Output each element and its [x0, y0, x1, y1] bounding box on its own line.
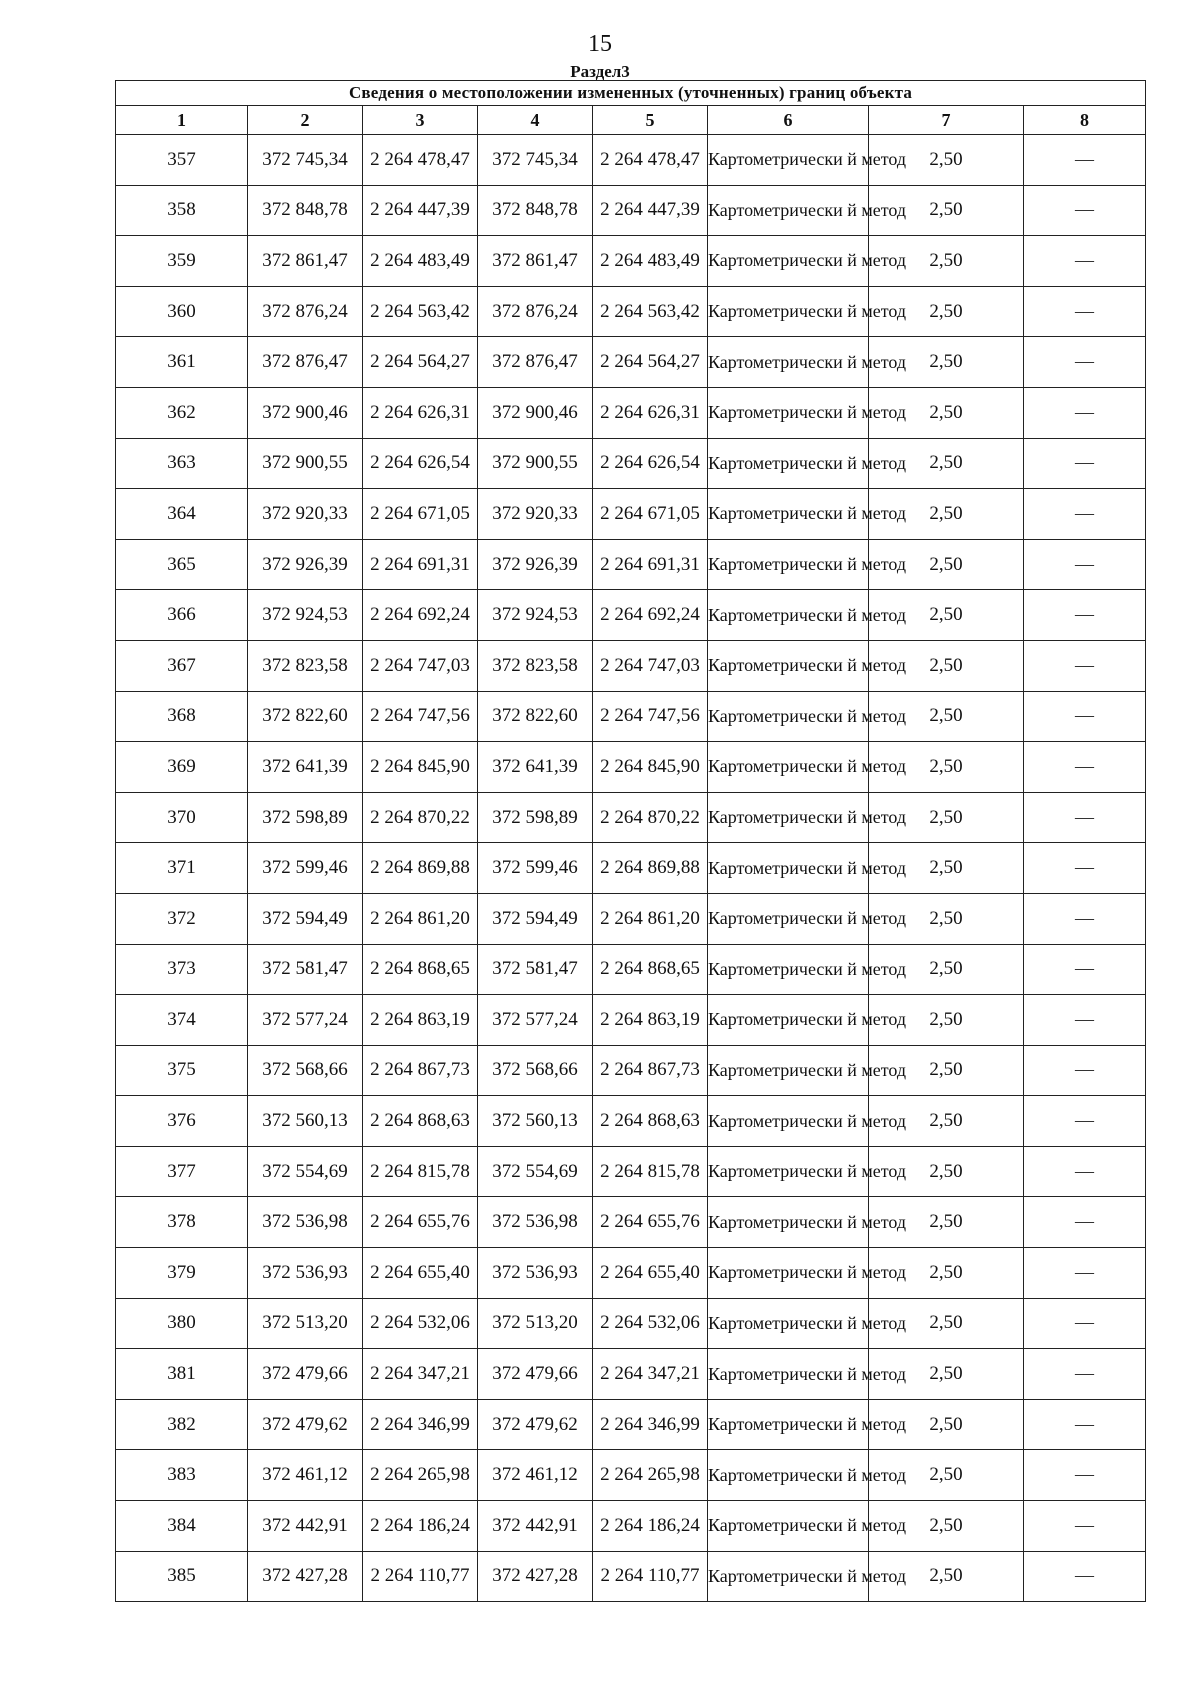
- accuracy-cell: 2,50: [869, 843, 1024, 894]
- new-x-cell: 372 599,46: [478, 843, 593, 894]
- existing-x-cell: 372 560,13: [248, 1096, 363, 1147]
- existing-x-cell: 372 599,46: [248, 843, 363, 894]
- method-cell: Картометрически й метод: [708, 590, 869, 641]
- accuracy-cell: 2,50: [869, 539, 1024, 590]
- description-cell: —: [1024, 944, 1146, 995]
- column-header: 1: [116, 106, 248, 135]
- existing-x-cell: 372 594,49: [248, 893, 363, 944]
- accuracy-cell: 2,50: [869, 944, 1024, 995]
- point-number-cell: 375: [116, 1045, 248, 1096]
- column-header: 7: [869, 106, 1024, 135]
- existing-y-cell: 2 264 564,27: [363, 337, 478, 388]
- table-row: [116, 438, 1146, 489]
- description-cell: —: [1024, 792, 1146, 843]
- table-row: [116, 1096, 1146, 1147]
- method-cell: Картометрически й метод: [708, 1197, 869, 1248]
- method-cell: Картометрически й метод: [708, 640, 869, 691]
- existing-y-cell: 2 264 532,06: [363, 1298, 478, 1349]
- accuracy-cell: 2,50: [869, 590, 1024, 641]
- point-number-cell: 372: [116, 893, 248, 944]
- new-y-cell: 2 264 868,63: [593, 1096, 708, 1147]
- description-cell: —: [1024, 337, 1146, 388]
- table-row: [116, 1399, 1146, 1450]
- description-cell: —: [1024, 1501, 1146, 1552]
- method-cell: Картометрически й метод: [708, 1146, 869, 1197]
- accuracy-cell: 2,50: [869, 286, 1024, 337]
- description-cell: —: [1024, 995, 1146, 1046]
- new-y-cell: 2 264 861,20: [593, 893, 708, 944]
- new-y-cell: 2 264 868,65: [593, 944, 708, 995]
- page-number: 15: [588, 31, 612, 57]
- accuracy-cell: 2,50: [869, 1096, 1024, 1147]
- new-x-cell: 372 536,93: [478, 1248, 593, 1299]
- existing-y-cell: 2 264 447,39: [363, 185, 478, 236]
- new-x-cell: 372 876,24: [478, 286, 593, 337]
- table-row: [116, 590, 1146, 641]
- table-row: [116, 792, 1146, 843]
- new-x-cell: 372 926,39: [478, 539, 593, 590]
- existing-x-cell: 372 536,98: [248, 1197, 363, 1248]
- new-x-cell: 372 848,78: [478, 185, 593, 236]
- column-header: 4: [478, 106, 593, 135]
- table-row: [116, 539, 1146, 590]
- point-number-cell: 373: [116, 944, 248, 995]
- description-cell: —: [1024, 1146, 1146, 1197]
- description-cell: —: [1024, 590, 1146, 641]
- table-caption: Сведения о местоположении измененных (уточненных) границ объекта: [116, 81, 1146, 106]
- method-cell: Картометрически й метод: [708, 337, 869, 388]
- new-x-cell: 372 861,47: [478, 236, 593, 287]
- existing-y-cell: 2 264 861,20: [363, 893, 478, 944]
- accuracy-cell: 2,50: [869, 1248, 1024, 1299]
- point-number-cell: 379: [116, 1248, 248, 1299]
- accuracy-cell: 2,50: [869, 1399, 1024, 1450]
- description-cell: —: [1024, 135, 1146, 186]
- existing-x-cell: 372 598,89: [248, 792, 363, 843]
- new-x-cell: 372 577,24: [478, 995, 593, 1046]
- table-row: [116, 1551, 1146, 1602]
- accuracy-cell: 2,50: [869, 995, 1024, 1046]
- section-title: Раздел3: [570, 62, 630, 81]
- description-cell: —: [1024, 1045, 1146, 1096]
- point-number-cell: 382: [116, 1399, 248, 1450]
- point-number-cell: 383: [116, 1450, 248, 1501]
- existing-x-cell: 372 554,69: [248, 1146, 363, 1197]
- accuracy-cell: 2,50: [869, 185, 1024, 236]
- method-cell: Картометрически й метод: [708, 286, 869, 337]
- method-cell: Картометрически й метод: [708, 843, 869, 894]
- point-number-cell: 357: [116, 135, 248, 186]
- point-number-cell: 358: [116, 185, 248, 236]
- existing-y-cell: 2 264 869,88: [363, 843, 478, 894]
- existing-x-cell: 372 900,46: [248, 387, 363, 438]
- description-cell: —: [1024, 1551, 1146, 1602]
- existing-x-cell: 372 745,34: [248, 135, 363, 186]
- new-y-cell: 2 264 347,21: [593, 1349, 708, 1400]
- new-x-cell: 372 461,12: [478, 1450, 593, 1501]
- accuracy-cell: 2,50: [869, 337, 1024, 388]
- accuracy-cell: 2,50: [869, 236, 1024, 287]
- new-x-cell: 372 427,28: [478, 1551, 593, 1602]
- method-cell: Картометрически й метод: [708, 1501, 869, 1552]
- existing-y-cell: 2 264 815,78: [363, 1146, 478, 1197]
- table-row: [116, 843, 1146, 894]
- new-y-cell: 2 264 655,40: [593, 1248, 708, 1299]
- table-row: [116, 691, 1146, 742]
- accuracy-cell: 2,50: [869, 893, 1024, 944]
- new-x-cell: 372 900,55: [478, 438, 593, 489]
- existing-y-cell: 2 264 747,56: [363, 691, 478, 742]
- new-y-cell: 2 264 346,99: [593, 1399, 708, 1450]
- existing-x-cell: 372 427,28: [248, 1551, 363, 1602]
- accuracy-cell: 2,50: [869, 489, 1024, 540]
- new-y-cell: 2 264 483,49: [593, 236, 708, 287]
- existing-x-cell: 372 581,47: [248, 944, 363, 995]
- existing-y-cell: 2 264 626,54: [363, 438, 478, 489]
- new-y-cell: 2 264 532,06: [593, 1298, 708, 1349]
- table-row: [116, 236, 1146, 287]
- existing-y-cell: 2 264 347,21: [363, 1349, 478, 1400]
- method-cell: Картометрически й метод: [708, 489, 869, 540]
- new-x-cell: 372 442,91: [478, 1501, 593, 1552]
- column-header: 5: [593, 106, 708, 135]
- description-cell: —: [1024, 843, 1146, 894]
- existing-x-cell: 372 876,24: [248, 286, 363, 337]
- method-cell: Картометрически й метод: [708, 1551, 869, 1602]
- new-x-cell: 372 598,89: [478, 792, 593, 843]
- new-x-cell: 372 568,66: [478, 1045, 593, 1096]
- new-y-cell: 2 264 563,42: [593, 286, 708, 337]
- existing-y-cell: 2 264 655,76: [363, 1197, 478, 1248]
- point-number-cell: 374: [116, 995, 248, 1046]
- description-cell: —: [1024, 893, 1146, 944]
- new-x-cell: 372 745,34: [478, 135, 593, 186]
- existing-y-cell: 2 264 867,73: [363, 1045, 478, 1096]
- accuracy-cell: 2,50: [869, 742, 1024, 793]
- method-cell: Картометрически й метод: [708, 1298, 869, 1349]
- existing-y-cell: 2 264 747,03: [363, 640, 478, 691]
- new-x-cell: 372 479,66: [478, 1349, 593, 1400]
- existing-x-cell: 372 568,66: [248, 1045, 363, 1096]
- point-number-cell: 369: [116, 742, 248, 793]
- accuracy-cell: 2,50: [869, 387, 1024, 438]
- existing-y-cell: 2 264 655,40: [363, 1248, 478, 1299]
- new-x-cell: 372 920,33: [478, 489, 593, 540]
- description-cell: —: [1024, 286, 1146, 337]
- method-cell: Картометрически й метод: [708, 944, 869, 995]
- description-cell: —: [1024, 438, 1146, 489]
- point-number-cell: 366: [116, 590, 248, 641]
- accuracy-cell: 2,50: [869, 1450, 1024, 1501]
- description-cell: —: [1024, 1197, 1146, 1248]
- description-cell: —: [1024, 1248, 1146, 1299]
- new-x-cell: 372 479,62: [478, 1399, 593, 1450]
- method-cell: Картометрически й метод: [708, 1399, 869, 1450]
- existing-y-cell: 2 264 478,47: [363, 135, 478, 186]
- existing-x-cell: 372 479,66: [248, 1349, 363, 1400]
- accuracy-cell: 2,50: [869, 640, 1024, 691]
- description-cell: —: [1024, 489, 1146, 540]
- description-cell: —: [1024, 1450, 1146, 1501]
- new-y-cell: 2 264 845,90: [593, 742, 708, 793]
- description-cell: —: [1024, 1349, 1146, 1400]
- new-y-cell: 2 264 867,73: [593, 1045, 708, 1096]
- new-y-cell: 2 264 869,88: [593, 843, 708, 894]
- method-cell: Картометрически й метод: [708, 893, 869, 944]
- new-x-cell: 372 594,49: [478, 893, 593, 944]
- existing-x-cell: 372 536,93: [248, 1248, 363, 1299]
- table-row: [116, 1298, 1146, 1349]
- point-number-cell: 384: [116, 1501, 248, 1552]
- point-number-cell: 367: [116, 640, 248, 691]
- column-header: 6: [708, 106, 869, 135]
- table-row: [116, 1501, 1146, 1552]
- existing-x-cell: 372 861,47: [248, 236, 363, 287]
- point-number-cell: 362: [116, 387, 248, 438]
- existing-x-cell: 372 641,39: [248, 742, 363, 793]
- new-y-cell: 2 264 815,78: [593, 1146, 708, 1197]
- point-number-cell: 359: [116, 236, 248, 287]
- accuracy-cell: 2,50: [869, 691, 1024, 742]
- table-row: [116, 1349, 1146, 1400]
- new-y-cell: 2 264 691,31: [593, 539, 708, 590]
- table-row: [116, 995, 1146, 1046]
- point-number-cell: 365: [116, 539, 248, 590]
- existing-y-cell: 2 264 671,05: [363, 489, 478, 540]
- table-row: [116, 1045, 1146, 1096]
- table-row: [116, 742, 1146, 793]
- accuracy-cell: 2,50: [869, 1146, 1024, 1197]
- existing-x-cell: 372 442,91: [248, 1501, 363, 1552]
- method-cell: Картометрически й метод: [708, 1045, 869, 1096]
- table-row: [116, 640, 1146, 691]
- point-number-cell: 377: [116, 1146, 248, 1197]
- existing-y-cell: 2 264 868,65: [363, 944, 478, 995]
- accuracy-cell: 2,50: [869, 438, 1024, 489]
- new-y-cell: 2 264 863,19: [593, 995, 708, 1046]
- table-row: [116, 387, 1146, 438]
- table-row: [116, 1197, 1146, 1248]
- method-cell: Картометрически й метод: [708, 691, 869, 742]
- point-number-cell: 370: [116, 792, 248, 843]
- boundary-coordinates-table: [115, 80, 1146, 1602]
- accuracy-cell: 2,50: [869, 792, 1024, 843]
- description-cell: —: [1024, 1096, 1146, 1147]
- new-x-cell: 372 560,13: [478, 1096, 593, 1147]
- existing-x-cell: 372 461,12: [248, 1450, 363, 1501]
- accuracy-cell: 2,50: [869, 1298, 1024, 1349]
- existing-y-cell: 2 264 692,24: [363, 590, 478, 641]
- new-x-cell: 372 536,98: [478, 1197, 593, 1248]
- method-cell: Картометрически й метод: [708, 1096, 869, 1147]
- existing-x-cell: 372 513,20: [248, 1298, 363, 1349]
- new-x-cell: 372 924,53: [478, 590, 593, 641]
- column-header: 2: [248, 106, 363, 135]
- new-y-cell: 2 264 110,77: [593, 1551, 708, 1602]
- table-row: [116, 185, 1146, 236]
- accuracy-cell: 2,50: [869, 1551, 1024, 1602]
- new-y-cell: 2 264 564,27: [593, 337, 708, 388]
- point-number-cell: 380: [116, 1298, 248, 1349]
- new-y-cell: 2 264 186,24: [593, 1501, 708, 1552]
- method-cell: Картометрически й метод: [708, 1349, 869, 1400]
- table-row: [116, 1248, 1146, 1299]
- accuracy-cell: 2,50: [869, 1501, 1024, 1552]
- method-cell: Картометрически й метод: [708, 1248, 869, 1299]
- existing-y-cell: 2 264 863,19: [363, 995, 478, 1046]
- new-y-cell: 2 264 478,47: [593, 135, 708, 186]
- table-body: [116, 135, 1146, 1602]
- new-x-cell: 372 900,46: [478, 387, 593, 438]
- column-header: 3: [363, 106, 478, 135]
- existing-y-cell: 2 264 483,49: [363, 236, 478, 287]
- table-row: [116, 1450, 1146, 1501]
- existing-y-cell: 2 264 265,98: [363, 1450, 478, 1501]
- existing-y-cell: 2 264 870,22: [363, 792, 478, 843]
- table-row: [116, 489, 1146, 540]
- existing-x-cell: 372 924,53: [248, 590, 363, 641]
- new-y-cell: 2 264 747,03: [593, 640, 708, 691]
- method-cell: Картометрически й метод: [708, 742, 869, 793]
- existing-y-cell: 2 264 346,99: [363, 1399, 478, 1450]
- existing-y-cell: 2 264 110,77: [363, 1551, 478, 1602]
- point-number-cell: 381: [116, 1349, 248, 1400]
- point-number-cell: 364: [116, 489, 248, 540]
- method-cell: Картометрически й метод: [708, 995, 869, 1046]
- description-cell: —: [1024, 1298, 1146, 1349]
- point-number-cell: 363: [116, 438, 248, 489]
- method-cell: Картометрически й метод: [708, 236, 869, 287]
- existing-y-cell: 2 264 626,31: [363, 387, 478, 438]
- existing-x-cell: 372 926,39: [248, 539, 363, 590]
- point-number-cell: 385: [116, 1551, 248, 1602]
- new-y-cell: 2 264 447,39: [593, 185, 708, 236]
- existing-x-cell: 372 876,47: [248, 337, 363, 388]
- new-y-cell: 2 264 671,05: [593, 489, 708, 540]
- existing-x-cell: 372 848,78: [248, 185, 363, 236]
- new-y-cell: 2 264 692,24: [593, 590, 708, 641]
- new-y-cell: 2 264 655,76: [593, 1197, 708, 1248]
- column-header: 8: [1024, 106, 1146, 135]
- description-cell: —: [1024, 742, 1146, 793]
- description-cell: —: [1024, 236, 1146, 287]
- new-x-cell: 372 554,69: [478, 1146, 593, 1197]
- new-y-cell: 2 264 747,56: [593, 691, 708, 742]
- existing-x-cell: 372 823,58: [248, 640, 363, 691]
- accuracy-cell: 2,50: [869, 1045, 1024, 1096]
- existing-y-cell: 2 264 868,63: [363, 1096, 478, 1147]
- new-x-cell: 372 513,20: [478, 1298, 593, 1349]
- existing-x-cell: 372 900,55: [248, 438, 363, 489]
- new-y-cell: 2 264 870,22: [593, 792, 708, 843]
- existing-x-cell: 372 920,33: [248, 489, 363, 540]
- accuracy-cell: 2,50: [869, 1349, 1024, 1400]
- accuracy-cell: 2,50: [869, 135, 1024, 186]
- method-cell: Картометрически й метод: [708, 135, 869, 186]
- new-y-cell: 2 264 626,54: [593, 438, 708, 489]
- method-cell: Картометрически й метод: [708, 438, 869, 489]
- existing-x-cell: 372 822,60: [248, 691, 363, 742]
- column-header-row: [116, 106, 1146, 135]
- existing-y-cell: 2 264 563,42: [363, 286, 478, 337]
- method-cell: Картометрически й метод: [708, 185, 869, 236]
- new-x-cell: 372 876,47: [478, 337, 593, 388]
- existing-x-cell: 372 479,62: [248, 1399, 363, 1450]
- description-cell: —: [1024, 640, 1146, 691]
- point-number-cell: 360: [116, 286, 248, 337]
- table-row: [116, 135, 1146, 186]
- existing-y-cell: 2 264 186,24: [363, 1501, 478, 1552]
- method-cell: Картометрически й метод: [708, 387, 869, 438]
- new-x-cell: 372 823,58: [478, 640, 593, 691]
- table-row: [116, 944, 1146, 995]
- accuracy-cell: 2,50: [869, 1197, 1024, 1248]
- description-cell: —: [1024, 1399, 1146, 1450]
- method-cell: Картометрически й метод: [708, 1450, 869, 1501]
- new-y-cell: 2 264 265,98: [593, 1450, 708, 1501]
- table-row: [116, 1146, 1146, 1197]
- new-x-cell: 372 822,60: [478, 691, 593, 742]
- description-cell: —: [1024, 691, 1146, 742]
- method-cell: Картометрически й метод: [708, 539, 869, 590]
- point-number-cell: 368: [116, 691, 248, 742]
- point-number-cell: 361: [116, 337, 248, 388]
- description-cell: —: [1024, 539, 1146, 590]
- description-cell: —: [1024, 185, 1146, 236]
- point-number-cell: 376: [116, 1096, 248, 1147]
- existing-y-cell: 2 264 845,90: [363, 742, 478, 793]
- table-row: [116, 337, 1146, 388]
- point-number-cell: 378: [116, 1197, 248, 1248]
- new-x-cell: 372 641,39: [478, 742, 593, 793]
- new-y-cell: 2 264 626,31: [593, 387, 708, 438]
- method-cell: Картометрически й метод: [708, 792, 869, 843]
- table-row: [116, 286, 1146, 337]
- table-row: [116, 893, 1146, 944]
- new-x-cell: 372 581,47: [478, 944, 593, 995]
- existing-x-cell: 372 577,24: [248, 995, 363, 1046]
- point-number-cell: 371: [116, 843, 248, 894]
- existing-y-cell: 2 264 691,31: [363, 539, 478, 590]
- description-cell: —: [1024, 387, 1146, 438]
- table-caption-row: [116, 81, 1146, 106]
